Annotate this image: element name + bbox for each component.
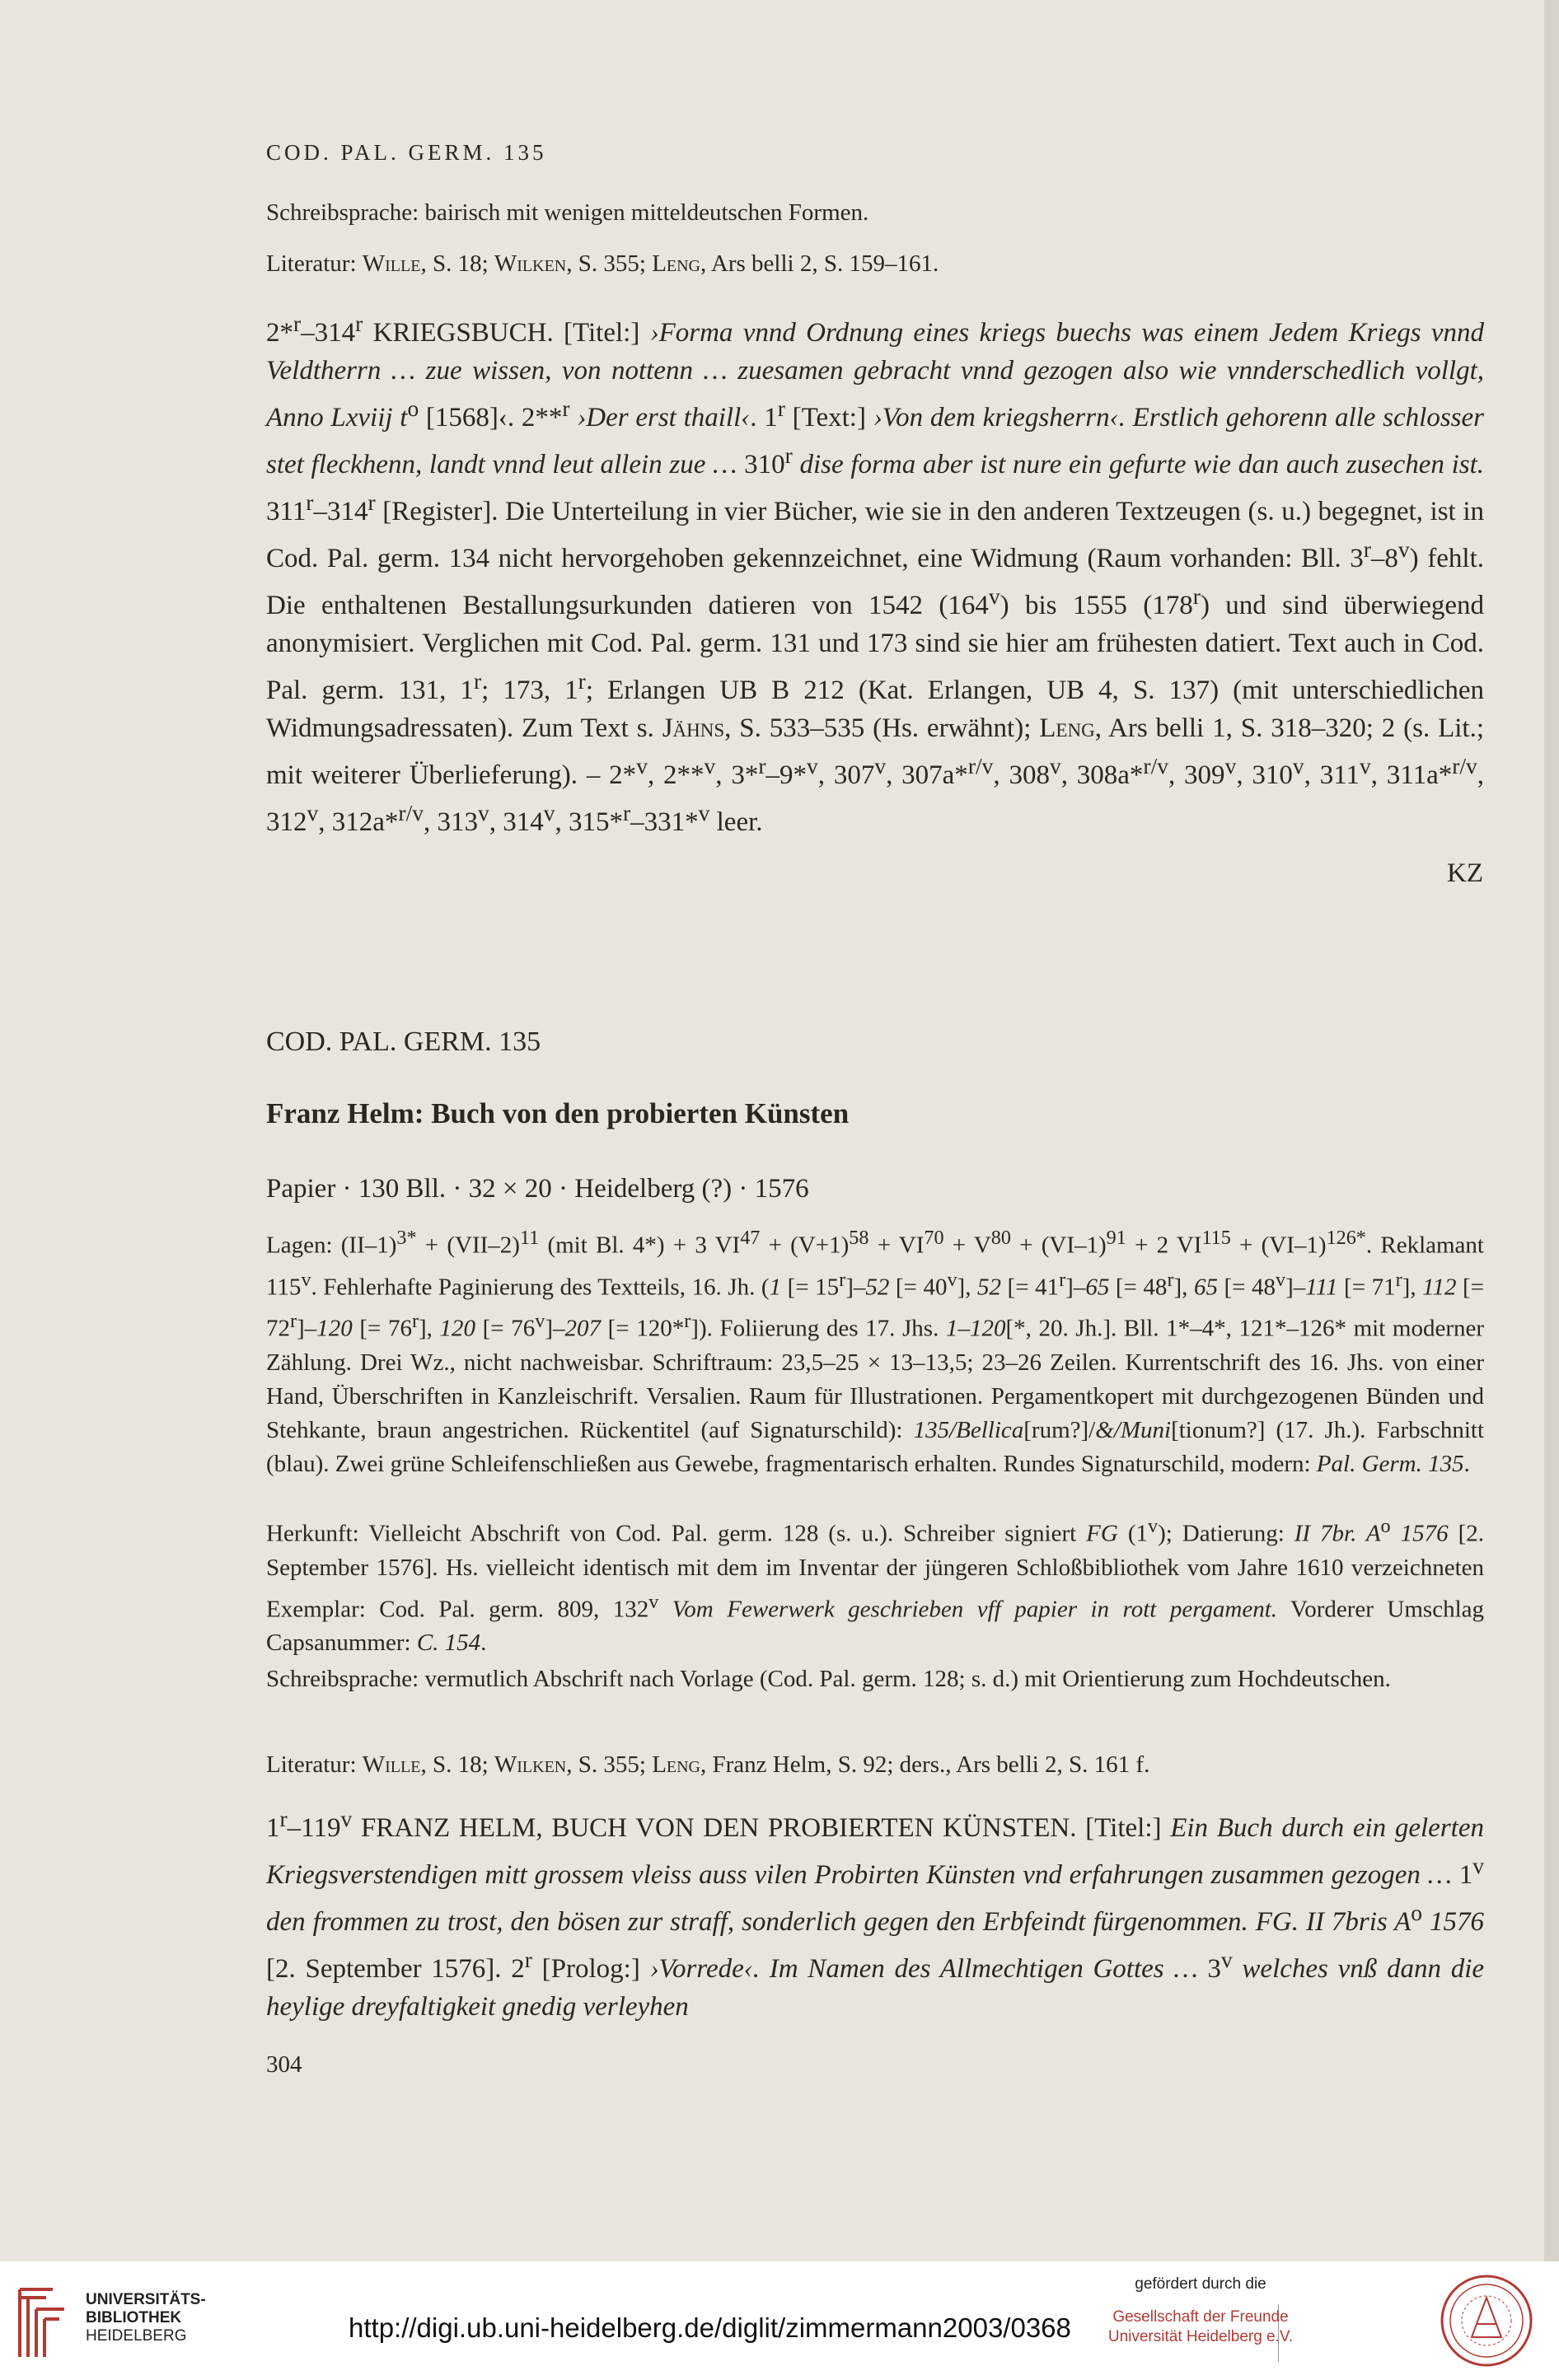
footer-bar <box>0 2261 1559 2380</box>
permalink-url[interactable]: http://digi.ub.uni-heidelberg.de/diglit/zimmermann2003/0368 <box>349 2312 1071 2343</box>
herkunft-paragraph: Herkunft: Vielleicht Abschrift von Cod. Pal. germ. 128 (s. u.). Schreiber signiert FG (1$^v$); Datierung: II 7br. $A^o$ 1576 [2. September 1576]. Hs. vielleicht identisch mit dem im Inventar der jüngeren Schloßbibliothek vom Jahre 1610 verzeichneten Exemplar: Cod. Pal. germ. 809, 132$^v$ Vom Fewerwerk geschrieben vff papier in rott pergament. Vorderer Umschlag Capsanummer: C. 154. <box>266 1515 1484 1657</box>
prev-schreibsprache: Schreibsprache: bairisch mit wenigen mitteldeutschen Formen. <box>266 199 869 226</box>
page-edge <box>1544 0 1559 2261</box>
schreibsprache-paragraph: Schreibsprache: vermutlich Abschrift nach Vorlage (Cod. Pal. germ. 128; s. d.) mit Orientierung zum Hochdeutschen. <box>266 1666 1391 1692</box>
ub-logo-icon[interactable] <box>16 2286 68 2360</box>
page-number: 304 <box>266 2051 302 2078</box>
entry-title: Franz Helm: Buch von den probierten Künsten <box>266 1097 850 1129</box>
editor-initials: KZ <box>1447 858 1483 888</box>
lagen-paragraph: Lagen: $(II-1)^{3*} + (VII-2)^{11}$ (mit Bl. 4*) + 3 $VI^{47} + (V+1)^{58} + VI^{70} + V^{80} + (VI-1)^{91} + 2$ $VI^{115} + (VI-1)^{126*}$. Reklamant 115$^v$. Fehlerhafte Paginierung des Textteils, 16. Jh. (1 [= $15^r]-52$ [= $40^v$], 52 [= $41^r]-65$ [= $48^r$], 65 [= $48^v]-111$ [= $71^r$], 112 [= $72^r]-120$ [= $76^r$], 120 [= $76^v]-207$ [= 120*$^r$]). Foliierung des 17. Jhs. 1–120[*, 20. Jh.]. Bll. 1*–4*, 121*–126* mit moderner Zählung. Drei Wz., nicht nachweisbar. Schriftraum: 23,5–25 × 13–13,5; 23–26 Zeilen. Kurrentschrift des 16. Jhs. von einer Hand, Überschriften in Kanzleischrift. Versalien. Raum für Illustrationen. Pergamentkopert mit durchgezogenen Bünden und Stehkante, braun angestrichen. Rückentitel (auf Signaturschild): 135/Bellica[rum?]/&/Muni[tionum?] (17. Jh.). Farbschnitt (blau). Zwei grüne Schleifenschließen aus Gewebe, fragmentarisch erhalten. Rundes Signaturschild, modern: Pal. Germ. 135. <box>266 1227 1485 1477</box>
prev-literatur: Literatur: Wille, S. 18; Wilken, S. 355; Leng, Ars belli 2, S. 159–161. <box>266 250 939 277</box>
literatur-paragraph: Literatur: Wille, S. 18; Wilken, S. 355; Leng, Franz Helm, S. 92; ders., Ars belli 2, S. 161 f. <box>266 1751 1150 1778</box>
library-name[interactable]: UNIVERSITÄTS- BIBLIOTHEK HEIDELBERG <box>86 2291 206 2345</box>
prev-text-paragraph: 2*$^r$–314$^r$ KRIEGSBUCH. [Titel:] ›Forma vnnd Ordnung eines kriegs buechs was einem Jedem Kriegs vnnd Veldtherrn … zue wissen, von nottenn … zuesamen gebracht vnnd gezogen also wie vnnderschedlich vollgt, Anno Lxviij $t^o$ [1568]‹. 2**$^r$ ›Der erst thaill‹. 1$^r$ [Text:] ›Von dem kriegsherrn‹. Erstlich gehorenn alle schlosser stet fleckhenn, landt vnnd leut allein zue … 310$^r$ dise forma aber ist nure ein gefurte wie dan auch zusechen ist. 311$^r$–314$^r$ [Register]. Die Unterteilung in vier Bücher, wie sie in den anderen Textzeugen (s. u.) begegnet, ist in Cod. Pal. germ. 134 nicht hervorgehoben gekennzeichnet, eine Widmung (Raum vorhanden: Bll. 3$^r$–8$^v$) fehlt. Die enthaltenen Bestallungsurkunden datieren von 1542 (164$^v$) bis 1555 (178$^r$) und sind überwiegend anonymisiert. Verglichen mit Cod. Pal. germ. 131 und 173 sind sie hier am frühesten datiert. Text auch in Cod. Pal. germ. 131, 1$^r$; 173, 1$^r$; Erlangen UB B 212 (Kat. Erlangen, UB 4, S. 137) (mit unterschiedlichen Widmungsadressaten). Zum Text s. Jähns, S. 533–535 (Hs. erwähnt); Leng, Ars belli 1, S. 318–320; 2 (s. Lit.; mit weiterer Überlieferung). – 2*$^v$, 2**$^v$, 3*$^r$–9*$^v$, 307$^v$, 307a*$^{r/v}$, 308$^v$, 308a*$^{r/v}$, 309$^v$, 310$^v$, 311$^v$, 311a*$^{r/v}$, 312$^v$, 312a*$^{r/v}$, 313$^v$, 314$^v$, 315*$^r$–331*$^v$ leer. <box>266 311 1485 837</box>
running-head: COD. PAL. GERM. 135 <box>266 140 547 165</box>
text-paragraph: 1$^r$–119$^v$ FRANZ HELM, BUCH VON DEN PROBIERTEN KÜNSTEN. [Titel:] Ein Buch durch ein gelerten Kriegsverstendigen mitt grossem vleiss auss vilen Probirten Künsten vnd erfahrungen zusammen gezogen … 1$^v$ den frommen zu trost, den bösen zur straff, sonderlich gegen den Erbfeindt fürgenommen. FG. II 7bris $A^o$ 1576 [2. September 1576]. 2$^r$ [Prolog:] ›Vorrede‹. Im Namen des Allmechtigen Gottes … 3$^v$ welches vnß dann die heylige dreyfaltigkeit gnedig verleyhen <box>266 1806 1485 2022</box>
entry-heading: COD. PAL. GERM. 135 <box>266 1026 541 1057</box>
sponsor-block[interactable]: gefördert durch die Gesellschaft der Freunde Universität Heidelberg e.V. <box>1107 2275 1294 2345</box>
entry-meta: Papier · 130 Bll. · 32 × 20 · Heidelberg (?) · 1576 <box>266 1174 809 1204</box>
university-seal-icon <box>1439 2273 1534 2368</box>
